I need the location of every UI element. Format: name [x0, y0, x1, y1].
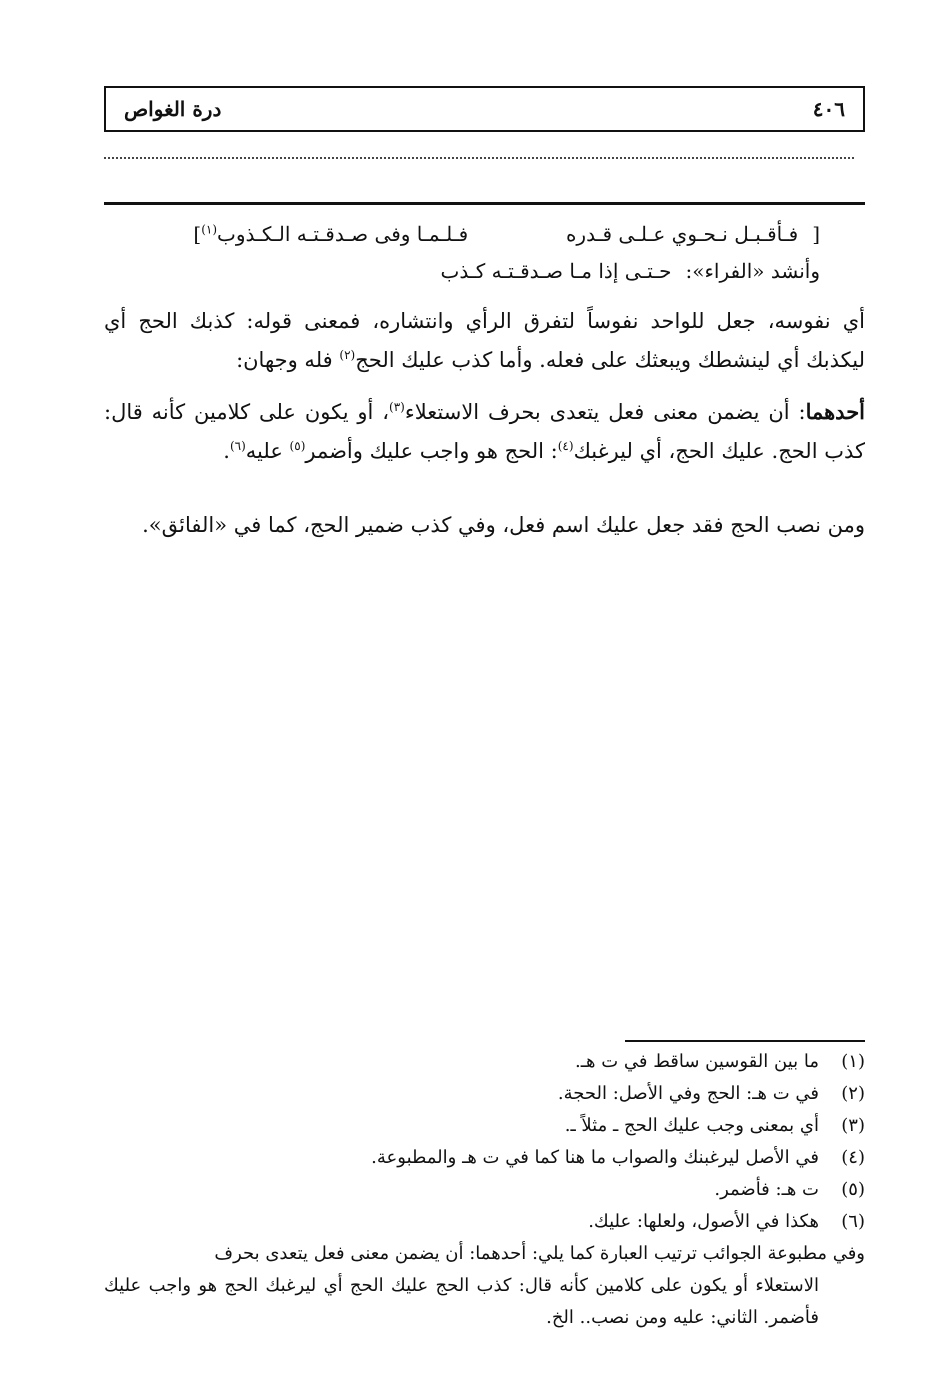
- footnote-2: [104, 1078, 865, 1110]
- footnote-5: [104, 1174, 865, 1206]
- footnote-text: هكذا في الأصول، ولعلها: عليك.: [588, 1211, 819, 1232]
- footnote-1: [104, 1046, 865, 1078]
- footnote-rule: [625, 1040, 865, 1042]
- verse-hemistich-1: فـأقـبـل نـحـوي عـلـى قـدره: [565, 222, 799, 246]
- verse-hemistich-3: حـتـى إذا مـا صـدقـتـه كـذب: [440, 259, 672, 283]
- footnote-extra-line-1: وفي مطبوعة الجوائب ترتيب العبارة كما يلي: أحدهما: أن يضمن معنى فعل يتعدى بحرف: [214, 1243, 865, 1264]
- footnote-text: في الأصل ليرغبنك والصواب ما هنا كما في ت هـ والمطبوعة.: [371, 1147, 819, 1168]
- top-rule: [104, 202, 865, 205]
- dotted-divider: [104, 157, 854, 159]
- verse-intro: وأنشد «الفراء»:: [685, 259, 820, 283]
- page-number: ٤٠٦: [812, 97, 845, 121]
- verse-bracket-close: ]: [193, 222, 202, 246]
- footnote-number: (٤): [841, 1147, 865, 1168]
- paragraph-2-text-b: ، أو يكون على كلامين كأنه قال: كذب الحج. عليك الحج، أي ليرغبك: [104, 400, 865, 463]
- verse-line-1: [104, 218, 820, 250]
- paragraph-3: [104, 508, 865, 542]
- paragraph-2-text-e: .: [223, 439, 230, 463]
- footnotes: [104, 1046, 865, 1334]
- paragraph-2-text-c: : الحج هو واجب عليك وأضمر: [305, 439, 558, 463]
- paragraph-2-lead: أحدهما: [805, 399, 866, 424]
- footnote-3: [104, 1110, 865, 1142]
- footnote-number: (١): [841, 1051, 865, 1072]
- footnote-ref-2[interactable]: (٢): [339, 348, 356, 362]
- paragraph-1-text-a: أي نفوسه، جعل للواحد نفوساً لتفرق الرأي وانتشاره، فمعنى قوله: كذبك الحج أي ليكذبك أي لينشطك ويبعثك على فعله. وأما كذب عليك الحج: [104, 309, 865, 372]
- footnote-ref-1[interactable]: (١): [201, 222, 218, 237]
- verse-hemistich-2-text: فـلـمـا وفى صـدقـتـه الـكـذوب: [217, 222, 469, 246]
- footnote-number: (٣): [841, 1115, 865, 1136]
- verse-hemistich-2: [104, 222, 468, 246]
- paragraph-2: [104, 390, 865, 468]
- verse-bracket-open: [: [812, 222, 820, 246]
- footnote-ref-6[interactable]: (٦): [229, 439, 246, 453]
- paragraph-2-text-a: : أن يضمن معنى فعل يتعدى بحرف الاستعلاء: [404, 400, 806, 424]
- footnote-text: ت هـ: فأضمر.: [714, 1179, 819, 1200]
- paragraph-1: [104, 304, 865, 377]
- book-title: درة الغواص: [124, 97, 222, 121]
- paragraph-3-text: ومن نصب الحج فقد جعل عليك اسم فعل، وفي كذب ضمير الحج، كما في «الفائق».: [142, 513, 865, 537]
- footnote-number: (٥): [841, 1179, 865, 1200]
- paragraph-2-text-d: عليه: [245, 439, 290, 463]
- footnote-text: في ت هـ: الحج وفي الأصل: الحجة.: [557, 1083, 819, 1104]
- footnote-extra-continuation: الاستعلاء أو يكون على كلامين كأنه قال: كذب الحج عليك الحج أي ليرغبك الحج هو واجب عليك فأضمر. الثاني: عليه ومن نصب.. الخ.: [104, 1275, 819, 1328]
- page-header: [104, 86, 865, 132]
- footnote-ref-3[interactable]: (٣): [389, 400, 405, 414]
- footnote-extra: [104, 1238, 865, 1334]
- footnote-number: (٢): [841, 1083, 865, 1104]
- footnote-text: ما بين القوسين ساقط في ت هـ.: [574, 1051, 819, 1072]
- footnote-number: (٦): [841, 1211, 865, 1232]
- footnote-6: [104, 1206, 865, 1238]
- verse-line-2: [104, 255, 820, 287]
- footnote-text: أي بمعنى وجب عليك الحج ـ مثلاً ـ.: [564, 1115, 819, 1136]
- footnote-4: [104, 1142, 865, 1174]
- footnote-ref-4[interactable]: (٤): [557, 439, 574, 453]
- footnote-ref-5[interactable]: (٥): [289, 439, 306, 453]
- paragraph-1-text-b: فله وجهان:: [236, 348, 340, 372]
